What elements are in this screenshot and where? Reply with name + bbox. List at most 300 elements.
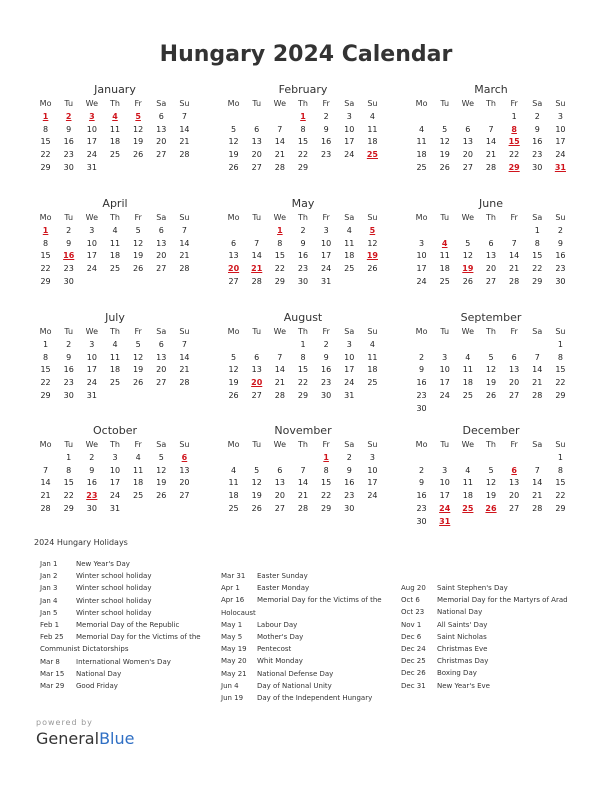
day-cell[interactable]: 18 (367, 137, 378, 147)
day-cell[interactable]: 3 (442, 352, 448, 362)
day-cell[interactable]: 20 (462, 150, 473, 160)
day-cell[interactable]: 27 (156, 150, 167, 160)
holiday-day-cell[interactable]: 23 (86, 491, 98, 501)
day-cell[interactable]: 8 (43, 352, 49, 362)
day-cell[interactable]: 2 (346, 452, 352, 462)
holiday-day-cell[interactable]: 8 (511, 124, 517, 134)
day-cell[interactable]: 8 (300, 124, 306, 134)
day-cell[interactable]: 24 (109, 491, 121, 501)
day-cell[interactable]: 7 (43, 465, 49, 475)
holiday-day-cell[interactable]: 20 (251, 378, 263, 388)
holiday-day-cell[interactable]: 20 (228, 264, 240, 274)
day-cell[interactable]: 24 (555, 150, 566, 160)
day-cell[interactable]: 16 (416, 378, 427, 388)
day-cell[interactable]: 12 (485, 478, 497, 488)
day-cell[interactable]: 24 (86, 264, 97, 274)
day-cell[interactable]: 21 (40, 491, 51, 501)
day-cell[interactable]: 8 (277, 238, 283, 248)
day-cell[interactable]: 6 (158, 225, 164, 235)
day-cell[interactable]: 8 (557, 465, 563, 475)
day-cell[interactable]: 23 (532, 150, 543, 160)
day-cell[interactable]: 11 (133, 465, 144, 475)
day-cell[interactable]: 26 (133, 150, 144, 160)
day-cell[interactable]: 28 (532, 390, 543, 400)
day-cell[interactable]: 11 (109, 352, 121, 362)
day-cell[interactable]: 2 (419, 465, 425, 475)
day-cell[interactable]: 6 (277, 465, 283, 475)
day-cell[interactable]: 20 (179, 478, 190, 488)
day-cell[interactable]: 21 (509, 264, 520, 274)
day-cell[interactable]: 16 (63, 137, 74, 147)
day-cell[interactable]: 4 (465, 352, 471, 362)
day-cell[interactable]: 18 (109, 137, 121, 147)
holiday-day-cell[interactable]: 16 (63, 251, 75, 261)
day-cell[interactable]: 16 (416, 491, 427, 501)
day-cell[interactable]: 18 (344, 251, 355, 261)
day-cell[interactable]: 7 (181, 225, 187, 235)
day-cell[interactable]: 4 (465, 465, 471, 475)
day-cell[interactable]: 15 (274, 251, 285, 261)
day-cell[interactable]: 13 (274, 478, 285, 488)
day-cell[interactable]: 6 (488, 238, 494, 248)
holiday-day-cell[interactable]: 4 (441, 238, 448, 248)
day-cell[interactable]: 24 (344, 150, 355, 160)
day-cell[interactable]: 28 (274, 390, 285, 400)
day-cell[interactable]: 12 (228, 365, 239, 375)
day-cell[interactable]: 29 (532, 276, 543, 286)
day-cell[interactable]: 23 (63, 264, 74, 274)
day-cell[interactable]: 4 (112, 225, 118, 235)
day-cell[interactable]: 27 (509, 503, 520, 513)
day-cell[interactable]: 1 (300, 339, 306, 349)
day-cell[interactable]: 12 (251, 478, 262, 488)
day-cell[interactable]: 27 (156, 264, 167, 274)
day-cell[interactable]: 28 (485, 162, 497, 172)
day-cell[interactable]: 22 (40, 150, 51, 160)
day-cell[interactable]: 29 (40, 390, 51, 400)
day-cell[interactable]: 26 (462, 276, 473, 286)
day-cell[interactable]: 12 (462, 251, 473, 261)
holiday-day-cell[interactable]: 31 (554, 162, 566, 172)
holiday-day-cell[interactable]: 24 (439, 503, 451, 513)
day-cell[interactable]: 28 (40, 503, 51, 513)
day-cell[interactable]: 21 (532, 378, 543, 388)
day-cell[interactable]: 4 (346, 225, 352, 235)
day-cell[interactable]: 22 (532, 264, 543, 274)
day-cell[interactable]: 8 (323, 465, 329, 475)
day-cell[interactable]: 30 (555, 276, 566, 286)
holiday-day-cell[interactable]: 19 (462, 264, 474, 274)
holiday-day-cell[interactable]: 3 (89, 111, 95, 121)
day-cell[interactable]: 26 (228, 162, 239, 172)
day-cell[interactable]: 26 (367, 264, 378, 274)
day-cell[interactable]: 2 (557, 225, 563, 235)
day-cell[interactable]: 13 (228, 251, 239, 261)
day-cell[interactable]: 8 (557, 352, 563, 362)
day-cell[interactable]: 7 (181, 111, 187, 121)
day-cell[interactable]: 24 (439, 390, 450, 400)
day-cell[interactable]: 18 (462, 378, 473, 388)
day-cell[interactable]: 29 (297, 162, 309, 172)
day-cell[interactable]: 18 (439, 264, 450, 274)
holiday-day-cell[interactable]: 6 (181, 452, 188, 462)
day-cell[interactable]: 15 (40, 365, 51, 375)
day-cell[interactable]: 7 (254, 238, 260, 248)
day-cell[interactable]: 2 (89, 452, 95, 462)
day-cell[interactable]: 12 (133, 238, 144, 248)
day-cell[interactable]: 10 (344, 124, 355, 134)
day-cell[interactable]: 22 (555, 378, 566, 388)
holiday-day-cell[interactable]: 1 (42, 225, 49, 235)
day-cell[interactable]: 17 (367, 478, 378, 488)
day-cell[interactable]: 8 (300, 352, 306, 362)
day-cell[interactable]: 10 (344, 352, 355, 362)
day-cell[interactable]: 27 (179, 491, 190, 501)
generalblue-logo[interactable] (36, 729, 134, 748)
day-cell[interactable]: 8 (43, 124, 49, 134)
day-cell[interactable]: 28 (179, 150, 190, 160)
day-cell[interactable]: 1 (66, 452, 72, 462)
day-cell[interactable]: 6 (254, 124, 260, 134)
day-cell[interactable]: 20 (485, 264, 497, 274)
day-cell[interactable]: 6 (158, 111, 164, 121)
day-cell[interactable]: 23 (321, 378, 332, 388)
day-cell[interactable]: 18 (228, 491, 239, 501)
day-cell[interactable]: 21 (274, 150, 285, 160)
day-cell[interactable]: 31 (109, 503, 121, 513)
day-cell[interactable]: 19 (156, 478, 167, 488)
day-cell[interactable]: 26 (156, 491, 167, 501)
day-cell[interactable]: 7 (300, 465, 306, 475)
day-cell[interactable]: 29 (40, 276, 51, 286)
day-cell[interactable]: 9 (66, 124, 72, 134)
day-cell[interactable]: 27 (274, 503, 285, 513)
day-cell[interactable]: 16 (321, 365, 332, 375)
day-cell[interactable]: 30 (532, 162, 543, 172)
day-cell[interactable]: 31 (86, 390, 97, 400)
day-cell[interactable]: 29 (555, 503, 566, 513)
day-cell[interactable]: 4 (419, 124, 425, 134)
day-cell[interactable]: 28 (179, 264, 190, 274)
day-cell[interactable]: 21 (179, 251, 190, 261)
day-cell[interactable]: 12 (367, 238, 378, 248)
day-cell[interactable]: 3 (346, 339, 352, 349)
day-cell[interactable]: 10 (439, 478, 450, 488)
day-cell[interactable]: 5 (135, 339, 141, 349)
day-cell[interactable]: 24 (86, 150, 97, 160)
day-cell[interactable]: 17 (344, 365, 355, 375)
day-cell[interactable]: 7 (181, 339, 187, 349)
day-cell[interactable]: 27 (509, 390, 520, 400)
holiday-day-cell[interactable]: 21 (251, 264, 263, 274)
day-cell[interactable]: 26 (251, 503, 262, 513)
holiday-day-cell[interactable]: 1 (300, 111, 306, 121)
day-cell[interactable]: 17 (86, 137, 97, 147)
day-cell[interactable]: 30 (416, 516, 427, 526)
day-cell[interactable]: 23 (297, 264, 309, 274)
holiday-day-cell[interactable]: 4 (112, 111, 118, 121)
day-cell[interactable]: 27 (251, 390, 262, 400)
day-cell[interactable]: 30 (63, 390, 74, 400)
holiday-day-cell[interactable]: 5 (369, 225, 376, 235)
day-cell[interactable]: 27 (485, 276, 497, 286)
holiday-day-cell[interactable]: 19 (366, 251, 378, 261)
day-cell[interactable]: 17 (109, 478, 121, 488)
day-cell[interactable]: 19 (228, 150, 239, 160)
day-cell[interactable]: 7 (277, 124, 283, 134)
day-cell[interactable]: 16 (321, 137, 332, 147)
day-cell[interactable]: 5 (231, 352, 237, 362)
day-cell[interactable]: 16 (344, 478, 355, 488)
day-cell[interactable]: 19 (133, 365, 144, 375)
day-cell[interactable]: 12 (439, 137, 450, 147)
day-cell[interactable]: 18 (133, 478, 144, 488)
day-cell[interactable]: 12 (133, 124, 144, 134)
day-cell[interactable]: 19 (251, 491, 262, 501)
day-cell[interactable]: 1 (511, 111, 517, 121)
day-cell[interactable]: 22 (274, 264, 285, 274)
day-cell[interactable]: 27 (251, 162, 262, 172)
holiday-day-cell[interactable]: 1 (42, 111, 49, 121)
day-cell[interactable]: 17 (416, 264, 427, 274)
day-cell[interactable]: 25 (439, 276, 450, 286)
day-cell[interactable]: 17 (321, 251, 332, 261)
day-cell[interactable]: 15 (40, 137, 51, 147)
day-cell[interactable]: 13 (251, 137, 262, 147)
day-cell[interactable]: 14 (297, 478, 309, 488)
day-cell[interactable]: 26 (439, 162, 450, 172)
day-cell[interactable]: 21 (485, 150, 497, 160)
day-cell[interactable]: 22 (40, 264, 51, 274)
day-cell[interactable]: 18 (462, 491, 473, 501)
day-cell[interactable]: 18 (109, 251, 121, 261)
day-cell[interactable]: 16 (297, 251, 309, 261)
day-cell[interactable]: 1 (557, 339, 563, 349)
day-cell[interactable]: 11 (109, 124, 121, 134)
day-cell[interactable]: 15 (297, 365, 309, 375)
day-cell[interactable]: 24 (86, 378, 97, 388)
day-cell[interactable]: 29 (274, 276, 285, 286)
day-cell[interactable]: 28 (297, 503, 309, 513)
day-cell[interactable]: 7 (534, 352, 540, 362)
day-cell[interactable]: 13 (251, 365, 262, 375)
holiday-day-cell[interactable]: 25 (462, 503, 474, 513)
day-cell[interactable]: 5 (158, 452, 164, 462)
day-cell[interactable]: 5 (231, 124, 237, 134)
day-cell[interactable]: 5 (442, 124, 448, 134)
day-cell[interactable]: 4 (135, 452, 141, 462)
day-cell[interactable]: 30 (344, 503, 355, 513)
day-cell[interactable]: 27 (156, 378, 167, 388)
day-cell[interactable]: 30 (297, 276, 309, 286)
day-cell[interactable]: 29 (63, 503, 74, 513)
day-cell[interactable]: 5 (135, 225, 141, 235)
day-cell[interactable]: 25 (344, 264, 355, 274)
day-cell[interactable]: 23 (321, 150, 332, 160)
day-cell[interactable]: 29 (297, 390, 309, 400)
day-cell[interactable]: 4 (369, 111, 375, 121)
day-cell[interactable]: 17 (555, 137, 566, 147)
day-cell[interactable]: 18 (367, 365, 378, 375)
day-cell[interactable]: 15 (555, 478, 566, 488)
day-cell[interactable]: 14 (179, 124, 190, 134)
day-cell[interactable]: 14 (532, 478, 543, 488)
day-cell[interactable]: 9 (300, 238, 306, 248)
day-cell[interactable]: 2 (300, 225, 306, 235)
day-cell[interactable]: 21 (179, 365, 190, 375)
day-cell[interactable]: 21 (532, 491, 543, 501)
holiday-day-cell[interactable]: 15 (508, 137, 520, 147)
day-cell[interactable]: 6 (254, 352, 260, 362)
day-cell[interactable]: 14 (251, 251, 262, 261)
day-cell[interactable]: 29 (40, 162, 51, 172)
day-cell[interactable]: 15 (297, 137, 309, 147)
day-cell[interactable]: 26 (485, 390, 497, 400)
day-cell[interactable]: 2 (323, 339, 329, 349)
day-cell[interactable]: 2 (419, 352, 425, 362)
day-cell[interactable]: 17 (439, 378, 450, 388)
day-cell[interactable]: 18 (416, 150, 427, 160)
day-cell[interactable]: 11 (462, 478, 473, 488)
day-cell[interactable]: 11 (344, 238, 355, 248)
day-cell[interactable]: 28 (274, 162, 285, 172)
day-cell[interactable]: 8 (43, 238, 49, 248)
day-cell[interactable]: 22 (297, 150, 309, 160)
holiday-day-cell[interactable]: 5 (135, 111, 141, 121)
day-cell[interactable]: 20 (509, 491, 520, 501)
day-cell[interactable]: 12 (133, 352, 144, 362)
day-cell[interactable]: 5 (488, 352, 494, 362)
day-cell[interactable]: 3 (323, 225, 329, 235)
day-cell[interactable]: 20 (274, 491, 285, 501)
holiday-day-cell[interactable]: 1 (277, 225, 283, 235)
day-cell[interactable]: 13 (156, 352, 167, 362)
day-cell[interactable]: 21 (297, 491, 309, 501)
day-cell[interactable]: 26 (133, 264, 144, 274)
day-cell[interactable]: 9 (419, 365, 425, 375)
day-cell[interactable]: 28 (179, 378, 190, 388)
day-cell[interactable]: 14 (179, 352, 190, 362)
day-cell[interactable]: 28 (251, 276, 262, 286)
day-cell[interactable]: 14 (274, 365, 285, 375)
day-cell[interactable]: 14 (40, 478, 51, 488)
day-cell[interactable]: 1 (557, 452, 563, 462)
day-cell[interactable]: 14 (179, 238, 190, 248)
day-cell[interactable]: 20 (509, 378, 520, 388)
day-cell[interactable]: 19 (133, 251, 144, 261)
day-cell[interactable]: 10 (367, 465, 378, 475)
day-cell[interactable]: 30 (63, 162, 74, 172)
day-cell[interactable]: 13 (156, 124, 167, 134)
day-cell[interactable]: 22 (509, 150, 520, 160)
day-cell[interactable]: 4 (369, 339, 375, 349)
day-cell[interactable]: 9 (323, 352, 329, 362)
day-cell[interactable]: 17 (439, 491, 450, 501)
day-cell[interactable]: 31 (321, 276, 332, 286)
day-cell[interactable]: 29 (321, 503, 332, 513)
day-cell[interactable]: 30 (416, 403, 427, 413)
day-cell[interactable]: 16 (86, 478, 97, 488)
day-cell[interactable]: 15 (555, 365, 566, 375)
day-cell[interactable]: 22 (555, 491, 566, 501)
day-cell[interactable]: 6 (511, 352, 517, 362)
day-cell[interactable]: 3 (89, 225, 95, 235)
day-cell[interactable]: 28 (509, 276, 520, 286)
day-cell[interactable]: 12 (156, 465, 167, 475)
day-cell[interactable]: 23 (63, 378, 74, 388)
day-cell[interactable]: 8 (534, 238, 540, 248)
day-cell[interactable]: 23 (344, 491, 355, 501)
day-cell[interactable]: 9 (66, 238, 72, 248)
day-cell[interactable]: 3 (346, 111, 352, 121)
day-cell[interactable]: 25 (109, 264, 121, 274)
day-cell[interactable]: 22 (321, 491, 332, 501)
day-cell[interactable]: 10 (86, 238, 97, 248)
day-cell[interactable]: 11 (367, 124, 378, 134)
day-cell[interactable]: 13 (509, 365, 520, 375)
day-cell[interactable]: 7 (511, 238, 517, 248)
day-cell[interactable]: 20 (156, 251, 167, 261)
day-cell[interactable]: 6 (465, 124, 471, 134)
day-cell[interactable]: 11 (439, 251, 450, 261)
day-cell[interactable]: 7 (488, 124, 494, 134)
day-cell[interactable]: 3 (369, 452, 375, 462)
day-cell[interactable]: 31 (344, 390, 355, 400)
day-cell[interactable]: 23 (555, 264, 566, 274)
day-cell[interactable]: 7 (534, 465, 540, 475)
day-cell[interactable]: 23 (63, 150, 74, 160)
day-cell[interactable]: 18 (109, 365, 121, 375)
day-cell[interactable]: 9 (419, 478, 425, 488)
day-cell[interactable]: 17 (86, 251, 97, 261)
day-cell[interactable]: 13 (509, 478, 520, 488)
holiday-day-cell[interactable]: 25 (366, 150, 378, 160)
day-cell[interactable]: 2 (534, 111, 540, 121)
day-cell[interactable]: 17 (344, 137, 355, 147)
day-cell[interactable]: 22 (297, 378, 309, 388)
holiday-day-cell[interactable]: 29 (508, 162, 520, 172)
day-cell[interactable]: 13 (462, 137, 473, 147)
day-cell[interactable]: 3 (557, 111, 563, 121)
day-cell[interactable]: 25 (133, 491, 144, 501)
day-cell[interactable]: 15 (532, 251, 543, 261)
day-cell[interactable]: 5 (488, 465, 494, 475)
day-cell[interactable]: 19 (228, 378, 239, 388)
holiday-day-cell[interactable]: 6 (511, 465, 517, 475)
day-cell[interactable]: 13 (179, 465, 190, 475)
day-cell[interactable]: 10 (86, 352, 97, 362)
day-cell[interactable]: 10 (321, 238, 332, 248)
day-cell[interactable]: 11 (367, 352, 378, 362)
holiday-day-cell[interactable]: 2 (65, 111, 72, 121)
day-cell[interactable]: 9 (323, 124, 329, 134)
day-cell[interactable]: 14 (485, 137, 497, 147)
day-cell[interactable]: 9 (66, 352, 72, 362)
day-cell[interactable]: 13 (156, 238, 167, 248)
day-cell[interactable]: 7 (277, 352, 283, 362)
day-cell[interactable]: 30 (63, 276, 74, 286)
day-cell[interactable]: 11 (462, 365, 473, 375)
day-cell[interactable]: 27 (228, 276, 239, 286)
day-cell[interactable]: 22 (40, 378, 51, 388)
day-cell[interactable]: 8 (66, 465, 72, 475)
day-cell[interactable]: 3 (419, 238, 425, 248)
day-cell[interactable]: 5 (254, 465, 260, 475)
day-cell[interactable]: 14 (532, 365, 543, 375)
day-cell[interactable]: 9 (557, 238, 563, 248)
day-cell[interactable]: 16 (532, 137, 543, 147)
day-cell[interactable]: 2 (66, 225, 72, 235)
